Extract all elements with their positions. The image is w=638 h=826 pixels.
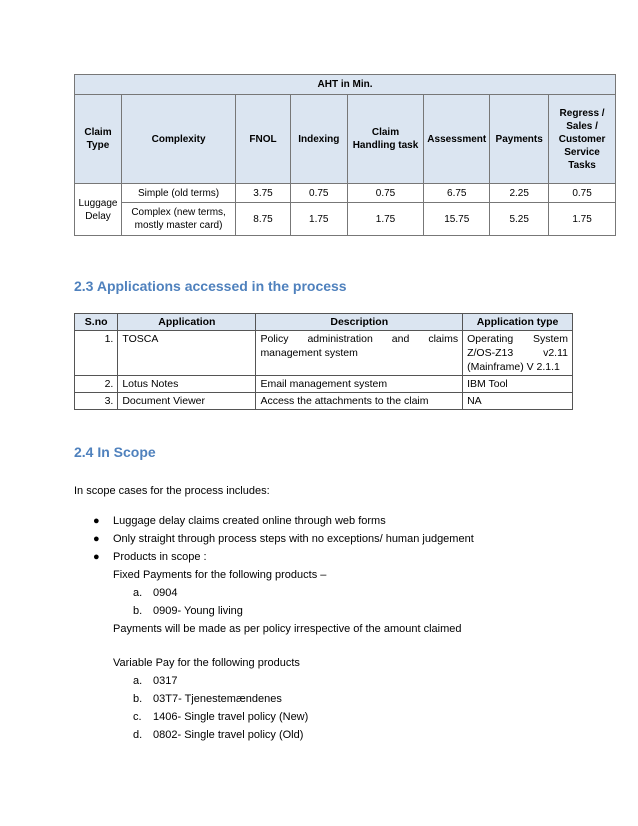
description-cell: Access the attachments to the claim: [256, 393, 463, 410]
section-heading-applications: 2.3 Applications accessed in the process: [74, 278, 347, 294]
table-row: [75, 331, 573, 376]
list-item: [133, 604, 243, 618]
claim-type-cell: Luggage Delay: [75, 184, 122, 236]
list-text: 1406- Single travel policy (New): [153, 711, 309, 723]
value-cell: 1.75: [290, 203, 347, 236]
aht-table: [74, 74, 616, 236]
header-application: Application: [118, 314, 256, 331]
header-claim-handling: Claim Handling task: [347, 95, 424, 184]
aht-header-row: [75, 95, 616, 184]
header-indexing: Indexing: [290, 95, 347, 184]
value-cell: 5.25: [490, 203, 549, 236]
sno-cell: 3.: [75, 393, 118, 410]
aht-title: AHT in Min.: [75, 75, 616, 95]
variable-pay-label: Variable Pay for the following products: [113, 657, 300, 669]
bullet-icon: ●: [93, 551, 100, 563]
list-item: [133, 728, 303, 742]
description-cell: Email management system: [256, 376, 463, 393]
header-assessment: Assessment: [424, 95, 490, 184]
in-scope-intro: In scope cases for the process includes:: [74, 485, 270, 497]
list-text: 0802- Single travel policy (Old): [153, 729, 304, 741]
sno-cell: 1.: [75, 331, 118, 376]
application-type-cell: Operating System Z/OS-Z13 v2.11 (Mainframe) V 2.1.1: [463, 331, 573, 376]
application-type-cell: IBM Tool: [463, 376, 573, 393]
header-payments: Payments: [490, 95, 549, 184]
value-cell: 15.75: [424, 203, 490, 236]
value-cell: 0.75: [549, 184, 616, 203]
list-marker: d.: [133, 729, 143, 741]
table-row: [75, 184, 616, 203]
list-marker: b.: [133, 605, 143, 617]
bullet-text: Only straight through process steps with no exceptions/ human judgement: [113, 533, 474, 545]
table-row: [75, 376, 573, 393]
header-fnol: FNOL: [236, 95, 291, 184]
application-cell: Document Viewer: [118, 393, 256, 410]
list-marker: a.: [133, 675, 143, 687]
value-cell: 1.75: [347, 203, 424, 236]
applications-table: [74, 313, 573, 410]
value-cell: 0.75: [347, 184, 424, 203]
list-item: [133, 586, 177, 600]
aht-title-row: [75, 75, 616, 95]
header-application-type: Application type: [463, 314, 573, 331]
section-heading-in-scope: 2.4 In Scope: [74, 444, 156, 460]
bullet-text: Luggage delay claims created online through web forms: [113, 515, 386, 527]
list-text: 0909- Young living: [153, 605, 243, 617]
sno-cell: 2.: [75, 376, 118, 393]
list-marker: a.: [133, 587, 143, 599]
application-type-cell: NA: [463, 393, 573, 410]
bullet-icon: ●: [93, 515, 100, 527]
description-cell: Policy administration and claims management system: [256, 331, 463, 376]
application-cell: TOSCA: [118, 331, 256, 376]
header-sno: S.no: [75, 314, 118, 331]
applications-header-row: [75, 314, 573, 331]
header-regress: Regress / Sales / Customer Service Tasks: [549, 95, 616, 184]
header-description: Description: [256, 314, 463, 331]
value-cell: 3.75: [236, 184, 291, 203]
list-marker: b.: [133, 693, 143, 705]
table-row: [75, 393, 573, 410]
value-cell: 6.75: [424, 184, 490, 203]
bullet-icon: ●: [93, 533, 100, 545]
header-complexity: Complexity: [121, 95, 235, 184]
list-text: 03T7- Tjenestemændenes: [153, 693, 282, 705]
application-cell: Lotus Notes: [118, 376, 256, 393]
value-cell: 0.75: [290, 184, 347, 203]
complexity-cell: Complex (new terms, mostly master card): [121, 203, 235, 236]
payment-note: Payments will be made as per policy irrespective of the amount claimed: [113, 623, 462, 635]
value-cell: 8.75: [236, 203, 291, 236]
value-cell: 1.75: [549, 203, 616, 236]
list-text: 0317: [153, 675, 178, 687]
table-row: [75, 203, 616, 236]
bullet-text: Products in scope :: [113, 551, 207, 563]
list-text: 0904: [153, 587, 178, 599]
value-cell: 2.25: [490, 184, 549, 203]
fixed-payments-label: Fixed Payments for the following products –: [113, 569, 327, 581]
list-marker: c.: [133, 711, 142, 723]
complexity-cell: Simple (old terms): [121, 184, 235, 203]
list-item: [133, 710, 308, 724]
list-item: [133, 692, 282, 706]
list-item: [133, 674, 177, 688]
header-claim-type: Claim Type: [75, 95, 122, 184]
